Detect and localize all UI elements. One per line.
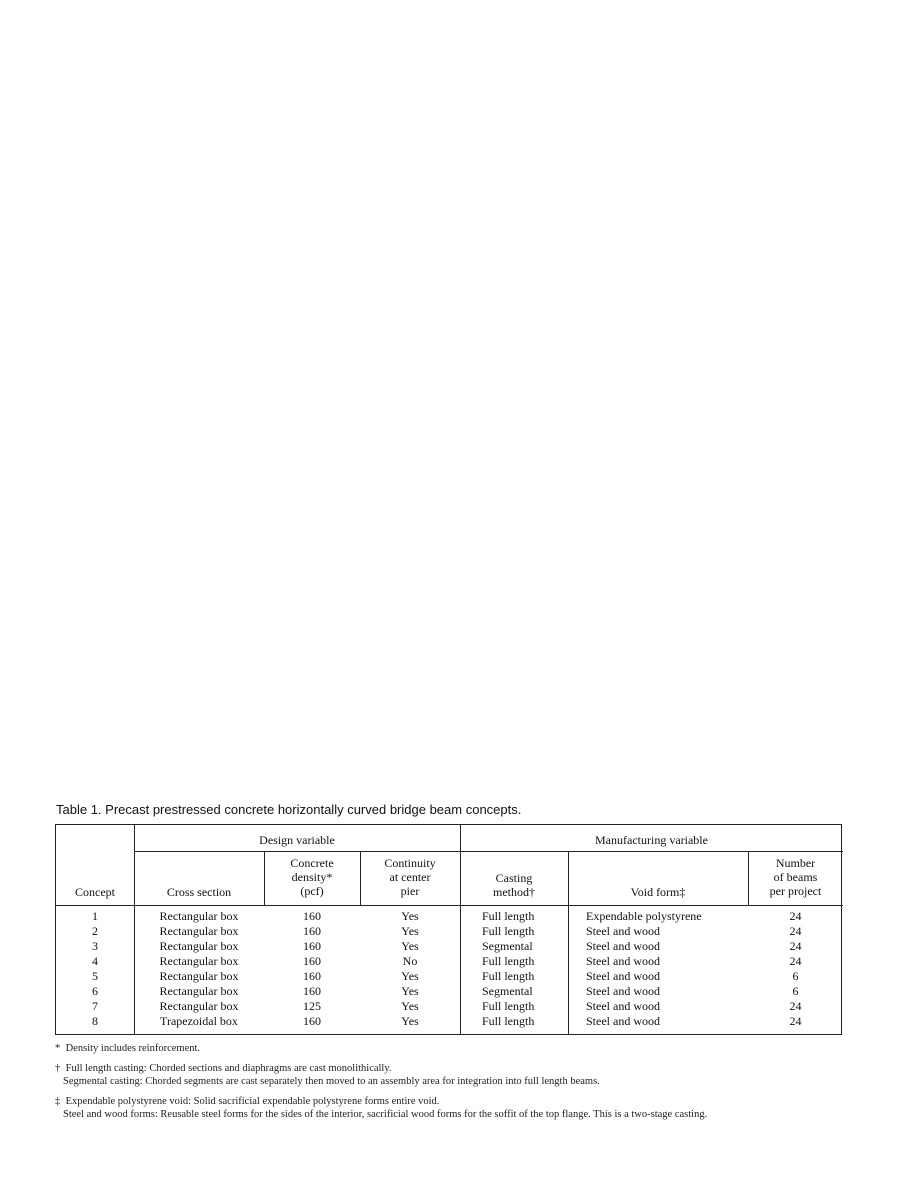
group-manufacturing: Manufacturing variable bbox=[595, 833, 708, 847]
header-beams: Number of beams per project bbox=[769, 856, 822, 898]
header-casting: Casting method† bbox=[493, 871, 535, 899]
header-rule bbox=[56, 905, 843, 906]
table-row: 5 Rectangular box 160 Yes Full length Steel and wood 6 bbox=[92, 969, 799, 983]
footnotes bbox=[55, 1042, 835, 1128]
table-row: 6 Rectangular box 160 Yes Segmental Steel and wood 6 bbox=[92, 984, 799, 998]
table-row: 8 Trapezoidal box 160 Yes Full length Steel and wood 24 bbox=[92, 1014, 802, 1028]
table-row: 2 Rectangular box 160 Yes Full length Steel and wood 24 bbox=[92, 924, 802, 938]
footnote-density: * Density includes reinforcement. bbox=[55, 1043, 201, 1054]
table-row: 1 Rectangular box 160 Yes Full length Expendable polystyrene 24 bbox=[92, 909, 802, 923]
footnote-casting: † Full length casting: Chorded sections and diaphragms are cast monolithically. Segmental casting: Chorded segments are cast separately then moved to an assembly area for integration into full length beams. bbox=[55, 1063, 600, 1087]
group-header-rule bbox=[134, 851, 843, 852]
header-concept: Concept bbox=[75, 885, 115, 899]
concepts-table bbox=[55, 824, 842, 1035]
header-cross-section: Cross section bbox=[166, 885, 232, 899]
table-row: 7 Rectangular box 125 Yes Full length Steel and wood 24 bbox=[92, 999, 802, 1013]
header-continuity: Continuity at center pier bbox=[384, 856, 436, 898]
group-design: Design variable bbox=[259, 833, 335, 847]
table-row: 4 Rectangular box 160 No Full length Steel and wood 24 bbox=[92, 954, 802, 968]
table-title: Table 1. Precast prestressed concrete horizontally curved bridge beam concepts. bbox=[56, 802, 522, 817]
header-void-form: Void form‡ bbox=[630, 885, 686, 899]
header-density: Concrete density* (pcf) bbox=[290, 856, 334, 898]
table-row: 3 Rectangular box 160 Yes Segmental Steel and wood 24 bbox=[92, 939, 802, 953]
footnote-void: ‡ Expendable polystyrene void: Solid sacrificial expendable polystyrene forms entire void. Steel and wood forms: Reusable steel forms for the sides of the interior, sacrificial wood forms for the soffit of the top flange. This is a two-stage casting. bbox=[55, 1096, 708, 1120]
